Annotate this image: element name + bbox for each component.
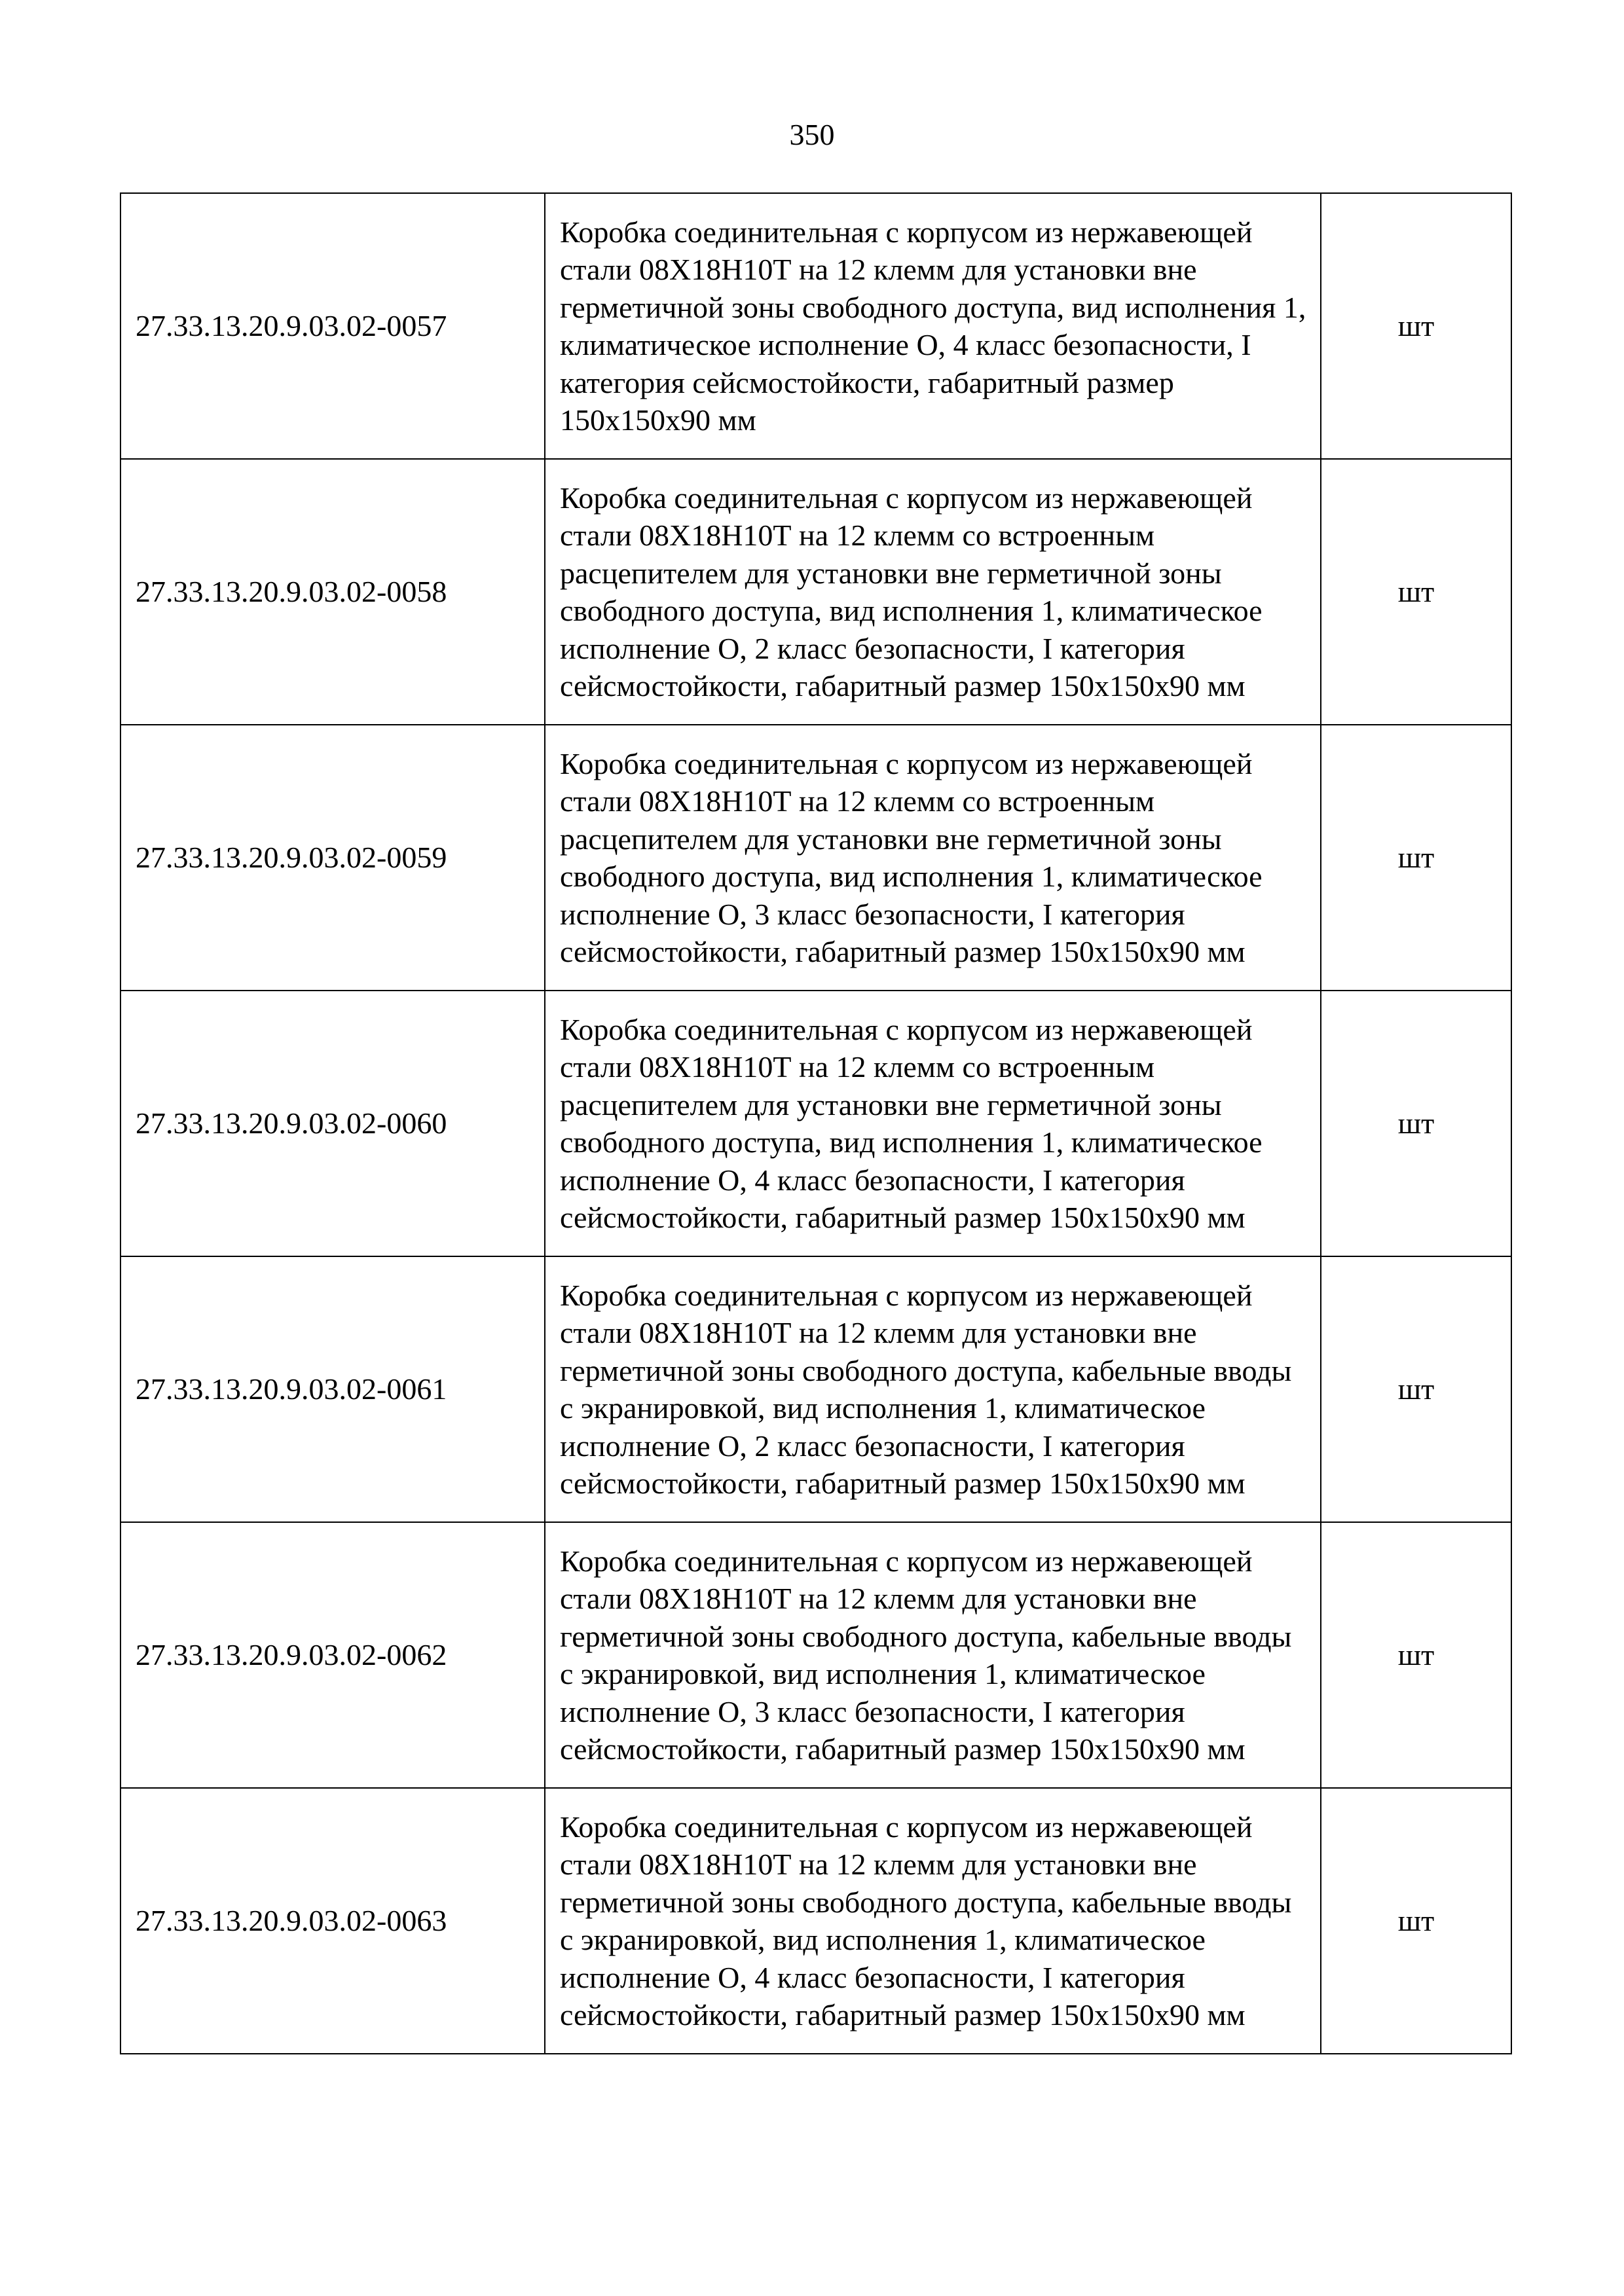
resource-description: Коробка соединительная с корпусом из нержавеющей стали 08Х18Н10Т на 12 клемм со встроенным расцепителем для установки вне герметичной зоны свободного доступа, вид исполнения 1, климатическое исполнение О, 2 класс безопасности, I категория сейсмостойкости, габаритный размер 150х150х90 мм [545, 459, 1321, 725]
unit-of-measure: шт [1321, 1788, 1511, 2054]
resource-description: Коробка соединительная с корпусом из нержавеющей стали 08Х18Н10Т на 12 клемм для установки вне герметичной зоны свободного доступа, вид исполнения 1, климатическое исполнение О, 4 класс безопасности, I категория сейсмостойкости, габаритный размер 150х150х90 мм [545, 193, 1321, 459]
unit-of-measure: шт [1321, 1256, 1511, 1522]
table-row [120, 1256, 1511, 1522]
resource-description: Коробка соединительная с корпусом из нержавеющей стали 08Х18Н10Т на 12 клемм со встроенным расцепителем для установки вне герметичной зоны свободного доступа, вид исполнения 1, климатическое исполнение О, 4 класс безопасности, I категория сейсмостойкости, габаритный размер 150х150х90 мм [545, 991, 1321, 1256]
table-row [120, 725, 1511, 991]
specification-table-body [120, 193, 1511, 2054]
unit-of-measure: шт [1321, 991, 1511, 1256]
table-row [120, 459, 1511, 725]
resource-description: Коробка соединительная с корпусом из нержавеющей стали 08Х18Н10Т на 12 клемм для установки вне герметичной зоны свободного доступа, кабельные вводы с экранировкой, вид исполнения 1, климатическое исполнение О, 2 класс безопасности, I категория сейсмостойкости, габаритный размер 150х150х90 мм [545, 1256, 1321, 1522]
unit-of-measure: шт [1321, 1522, 1511, 1788]
resource-description: Коробка соединительная с корпусом из нержавеющей стали 08Х18Н10Т на 12 клемм для установки вне герметичной зоны свободного доступа, кабельные вводы с экранировкой, вид исполнения 1, климатическое исполнение О, 3 класс безопасности, I категория сейсмостойкости, габаритный размер 150х150х90 мм [545, 1522, 1321, 1788]
resource-code: 27.33.13.20.9.03.02-0057 [120, 193, 545, 459]
resource-code: 27.33.13.20.9.03.02-0063 [120, 1788, 545, 2054]
unit-of-measure: шт [1321, 193, 1511, 459]
table-row [120, 1788, 1511, 2054]
resource-code: 27.33.13.20.9.03.02-0058 [120, 459, 545, 725]
resource-code: 27.33.13.20.9.03.02-0060 [120, 991, 545, 1256]
page-number: 350 [789, 118, 835, 151]
resource-description: Коробка соединительная с корпусом из нержавеющей стали 08Х18Н10Т на 12 клемм для установки вне герметичной зоны свободного доступа, кабельные вводы с экранировкой, вид исполнения 1, климатическое исполнение О, 4 класс безопасности, I категория сейсмостойкости, габаритный размер 150х150х90 мм [545, 1788, 1321, 2054]
resource-code: 27.33.13.20.9.03.02-0062 [120, 1522, 545, 1788]
table-row [120, 991, 1511, 1256]
table-row [120, 193, 1511, 459]
unit-of-measure: шт [1321, 459, 1511, 725]
resource-code: 27.33.13.20.9.03.02-0059 [120, 725, 545, 991]
table-row [120, 1522, 1511, 1788]
resource-description: Коробка соединительная с корпусом из нержавеющей стали 08Х18Н10Т на 12 клемм со встроенным расцепителем для установки вне герметичной зоны свободного доступа, вид исполнения 1, климатическое исполнение О, 3 класс безопасности, I категория сейсмостойкости, габаритный размер 150х150х90 мм [545, 725, 1321, 991]
unit-of-measure: шт [1321, 725, 1511, 991]
specification-table [120, 192, 1512, 2054]
resource-code: 27.33.13.20.9.03.02-0061 [120, 1256, 545, 1522]
